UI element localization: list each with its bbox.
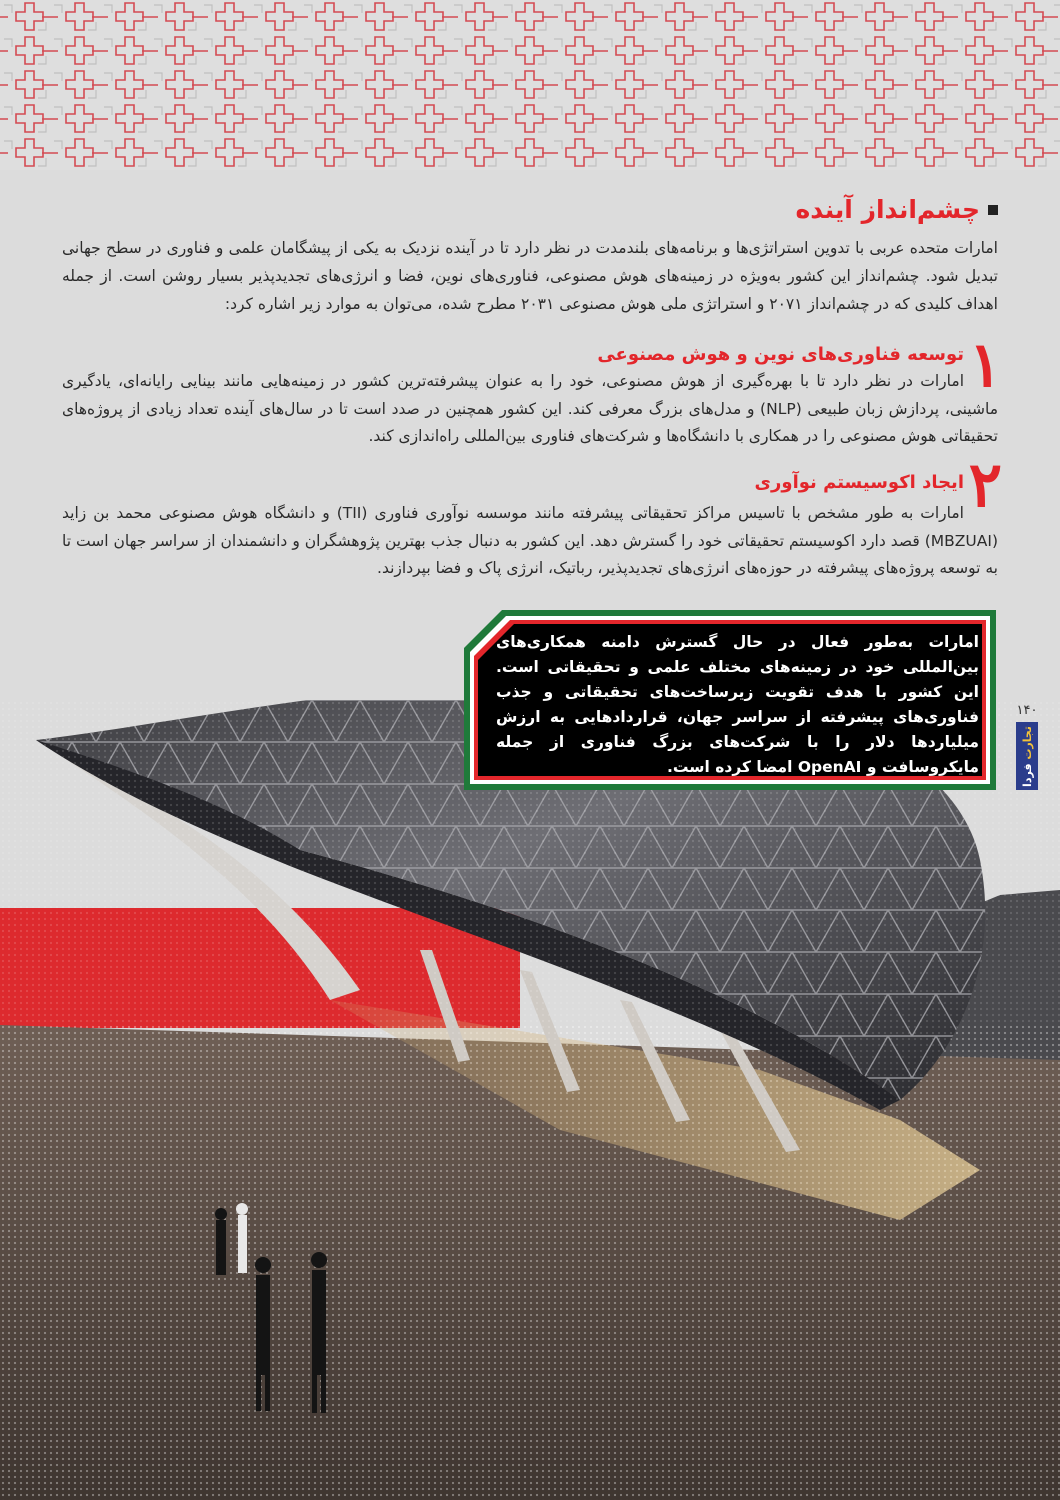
callout-text: امارات به‌طور فعال در حال گسترش دامنه همکاری‌های بین‌المللی خود در زمینه‌های مختلف علمی و تحقیقاتی است. این کشور با هدف تقویت زیرساخت‌های تحقیقاتی و جذب فناوری‌های پیشرفته از سراسر جهان، قراردادهایی به ارزش میلیاردها دلار را با شرکت‌های بزرگ فناوری از جمله مایکروسافت و OpenAI امضا کرده است. [496, 633, 979, 776]
decorative-pattern-band [0, 0, 1060, 170]
section-title-text: چشم‌انداز آینده [795, 195, 980, 224]
magazine-name-tab [1016, 722, 1038, 790]
pavilion-photo [0, 700, 1060, 1500]
list-item-1 [62, 328, 1002, 447]
item-1-body-text: امارات در نظر دارد تا با بهره‌گیری از هوش مصنوعی، خود را به عنوان پیشرفته‌ترین کشور در زمینه‌هایی مانند بینایی رایانه‌ای، یادگیری ماشینی، پردازش زبان طبیعی (NLP) و مدل‌های بزرگ معرفی کند. این کشور همچنین در صدد است تا در سال‌های آینده تعداد زیادی از پروژه‌های تحقیقاتی هوش مصنوعی را در همکاری با دانشگاه‌ها و شرکت‌های فناوری بین‌المللی راه‌اندازی کند. [62, 372, 998, 445]
item-1-body [62, 368, 998, 451]
magazine-name-part2: فردا [1020, 762, 1034, 787]
list-item-2 [62, 448, 1002, 582]
magazine-name [1021, 726, 1034, 787]
item-2-body-text: امارات به طور مشخص با تاسیس مراکز تحقیقاتی پیشرفته مانند موسسه نوآوری فناوری (TII) و دانشگاه هوش مصنوعی محمد بن زاید (MBZUAI) قصد دارد اکوسیستم تحقیقاتی خود را گسترش دهد. این کشور به دنبال جذب بهترین پژوهشگران و دانشمندان از سراسر جهان است تا به توسعه پروژه‌های پیشرفته در حوزه‌های انرژی‌های تجدیدپذیر، رباتیک، انرژی پاک و فضا بپردازند. [62, 504, 998, 577]
item-2-title: ایجاد اکوسیستم نوآوری [754, 472, 964, 493]
intro-paragraph: امارات متحده عربی با تدوین استراتژی‌ها و برنامه‌های بلندمدت در نظر دارد تا در آینده نزدیک به یکی از پیشگامان علمی و فناوری در سطح جهانی تبدیل شود. چشم‌انداز این کشور به‌ویژه در زمینه‌های هوش مصنوعی، فناوری‌های نوین، فضا و انرژی‌های تجدیدپذیر بسیار روشن است. از جمله اهداف کلیدی که در چشم‌انداز ۲۰۷۱ و استراتژی ملی هوش مصنوعی ۲۰۳۱ مطرح شده، می‌توان به موارد زیر اشاره کرد: [62, 239, 998, 313]
item-2-number: ۲ [968, 448, 1002, 521]
item-1-title: توسعه فناوری‌های نوین و هوش مصنوعی [597, 344, 964, 365]
item-2-body [62, 500, 998, 583]
title-bullet-square [988, 205, 998, 215]
magazine-name-part1: تجارت [1020, 725, 1034, 760]
item-1-number: ۱ [968, 328, 1002, 401]
page-number: ۱۴۰ [1016, 703, 1038, 718]
section-title [796, 195, 999, 224]
